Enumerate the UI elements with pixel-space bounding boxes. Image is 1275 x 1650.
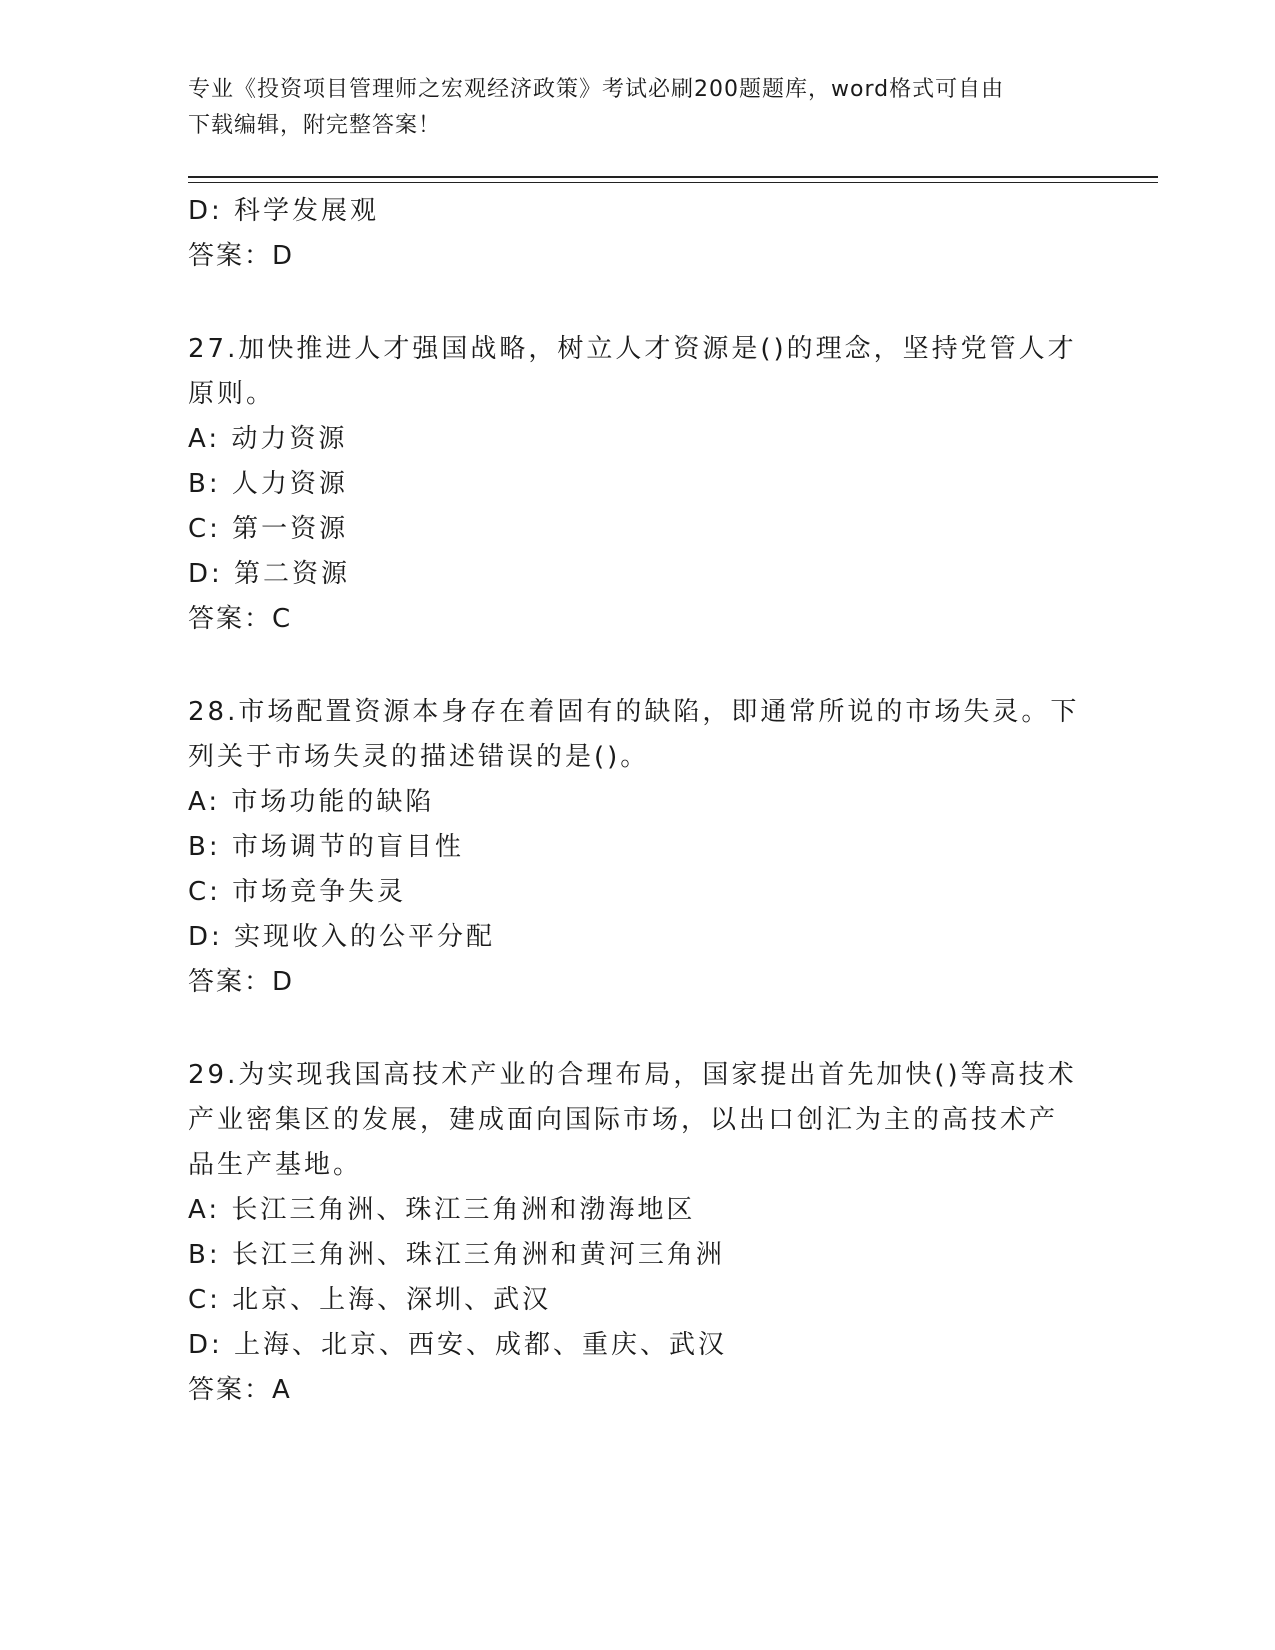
option-b: B: 市场调节的盲目性	[188, 832, 464, 862]
option-c: C: 市场竞争失灵	[188, 877, 407, 907]
question-28	[188, 690, 1088, 1005]
question-stem-line: 列关于市场失灵的描述错误的是()。	[188, 742, 650, 772]
question-stem-line: 原则。	[188, 379, 276, 409]
document-body	[188, 189, 1088, 1413]
option-b: B: 人力资源	[188, 469, 348, 499]
question-stem-line: 28.市场配置资源本身存在着固有的缺陷，即通常所说的市场失灵。下	[188, 697, 1080, 727]
header-divider-thick	[188, 176, 1158, 178]
option-a: A: 动力资源	[188, 424, 348, 454]
question-29	[188, 1053, 1088, 1413]
question-stem-line: 27.加快推进人才强国战略，树立人才资源是()的理念，坚持党管人才	[188, 334, 1077, 364]
spacer	[188, 279, 1088, 327]
option-b: B: 长江三角洲、珠江三角洲和黄河三角洲	[188, 1240, 725, 1270]
question-stem-line: 产业密集区的发展，建成面向国际市场，以出口创汇为主的高技术产	[188, 1105, 1059, 1135]
spacer	[188, 642, 1088, 690]
option-a: A: 长江三角洲、珠江三角洲和渤海地区	[188, 1195, 696, 1225]
option-a: A: 市场功能的缺陷	[188, 787, 435, 817]
option-d: D: 第二资源	[188, 559, 351, 589]
header-divider-thin	[188, 182, 1158, 183]
option-c: C: 第一资源	[188, 514, 349, 544]
header-line-1: 专业《投资项目管理师之宏观经济政策》考试必刷200题题库，word格式可自由	[188, 77, 1005, 102]
option-c: C: 北京、上海、深圳、武汉	[188, 1285, 552, 1315]
answer-line: 答案：D	[188, 241, 295, 271]
option-d: D: 上海、北京、西安、成都、重庆、武汉	[188, 1330, 728, 1360]
question-27	[188, 327, 1088, 642]
page-header	[188, 72, 1068, 144]
spacer	[188, 1005, 1088, 1053]
answer-line: 答案：A	[188, 1375, 292, 1405]
question-stem-line: 29.为实现我国高技术产业的合理布局，国家提出首先加快()等高技术	[188, 1060, 1077, 1090]
option-d: D: 实现收入的公平分配	[188, 922, 496, 952]
answer-line: 答案：D	[188, 967, 295, 997]
header-line-2: 下载编辑，附完整答案！	[188, 113, 442, 138]
answer-line: 答案：C	[188, 604, 293, 634]
question-stem-line: 品生产基地。	[188, 1150, 363, 1180]
option-d: D: 科学发展观	[188, 196, 380, 226]
